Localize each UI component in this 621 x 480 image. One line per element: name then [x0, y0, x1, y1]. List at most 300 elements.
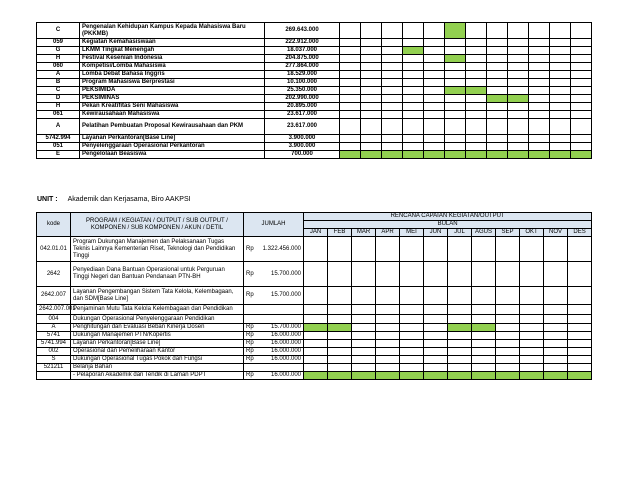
- row-code: C: [37, 87, 80, 95]
- row-code: G: [37, 47, 80, 55]
- month-cell: [328, 287, 352, 305]
- month-cell: [424, 305, 448, 315]
- month-cell: [445, 23, 466, 39]
- month-cell: [508, 79, 529, 87]
- month-cell: [571, 87, 592, 95]
- row-currency: Rp: [244, 287, 258, 305]
- month-cell: [571, 39, 592, 47]
- month-cell: [544, 262, 568, 287]
- month-cell: [571, 103, 592, 111]
- month-cell: [382, 135, 403, 143]
- month-cell: [529, 87, 550, 95]
- month-cell: [352, 305, 376, 315]
- month-cell: [382, 143, 403, 151]
- month-cell: [340, 87, 361, 95]
- month-cell: [376, 372, 400, 380]
- month-cell: [382, 95, 403, 103]
- row-name: Dukungan Operasional Penyelenggaraan Pendidikan: [71, 315, 244, 324]
- month-cell: [529, 55, 550, 63]
- month-cell: [544, 324, 568, 332]
- row-code: 2642: [37, 262, 71, 287]
- month-header: JAN: [304, 229, 328, 237]
- row-code: H: [37, 55, 80, 63]
- month-cell: [568, 324, 592, 332]
- month-cell: [361, 39, 382, 47]
- row-currency: Rp: [244, 332, 258, 340]
- month-header: NOV: [544, 229, 568, 237]
- month-cell: [448, 364, 472, 372]
- month-cell: [448, 324, 472, 332]
- row-name: - Pelaporan Akademik dan Tendik di Laman PDPT: [71, 372, 244, 380]
- month-cell: [508, 119, 529, 135]
- month-cell: [544, 372, 568, 380]
- month-cell: [400, 356, 424, 364]
- row-name: Program Mahasiswa Berprestasi: [80, 79, 265, 87]
- month-cell: [361, 111, 382, 119]
- month-cell: [352, 372, 376, 380]
- month-cell: [529, 151, 550, 159]
- month-cell: [424, 237, 448, 262]
- month-cell: [487, 87, 508, 95]
- row-amount: 202.990.000: [265, 95, 340, 103]
- row-amount: [258, 305, 304, 315]
- header-jumlah: JUMLAH: [244, 213, 304, 237]
- month-cell: [487, 119, 508, 135]
- month-cell: [424, 348, 448, 356]
- row-code: 059: [37, 39, 80, 47]
- month-cell: [568, 237, 592, 262]
- row-amount: 277.864.000: [265, 63, 340, 71]
- table-row: [37, 315, 592, 324]
- month-cell: [424, 23, 445, 39]
- month-header: MEI: [400, 229, 424, 237]
- row-code: 002: [37, 348, 71, 356]
- month-cell: [496, 372, 520, 380]
- month-cell: [424, 151, 445, 159]
- month-cell: [466, 87, 487, 95]
- month-cell: [550, 143, 571, 151]
- month-cell: [544, 332, 568, 340]
- month-cell: [361, 103, 382, 111]
- month-cell: [382, 119, 403, 135]
- month-cell: [496, 262, 520, 287]
- month-cell: [376, 315, 400, 324]
- month-cell: [340, 111, 361, 119]
- month-cell: [529, 71, 550, 79]
- month-cell: [472, 324, 496, 332]
- month-cell: [340, 135, 361, 143]
- month-cell: [352, 287, 376, 305]
- month-cell: [328, 262, 352, 287]
- month-cell: [424, 111, 445, 119]
- month-cell: [466, 79, 487, 87]
- row-name: Dukungan Operasional Tugas Pokok dan Fungsi: [71, 356, 244, 364]
- month-cell: [487, 47, 508, 55]
- row-code: [37, 372, 71, 380]
- table-row: [37, 237, 592, 262]
- month-cell: [496, 324, 520, 332]
- month-cell: [568, 364, 592, 372]
- month-cell: [352, 348, 376, 356]
- month-cell: [400, 315, 424, 324]
- month-cell: [472, 340, 496, 348]
- month-header: APR: [376, 229, 400, 237]
- month-cell: [403, 151, 424, 159]
- row-code: A: [37, 324, 71, 332]
- month-cell: [472, 332, 496, 340]
- row-amount: 3.900.000: [265, 143, 340, 151]
- month-cell: [466, 111, 487, 119]
- header-program: PROGRAM / KEGIATAN / OUTPUT / SUB OUTPUT / KOMPONEN / SUB KOMPONEN / AKUN / DETIL: [71, 213, 244, 237]
- month-cell: [400, 262, 424, 287]
- month-cell: [340, 95, 361, 103]
- month-cell: [529, 47, 550, 55]
- month-cell: [496, 364, 520, 372]
- month-cell: [352, 332, 376, 340]
- table-row: [37, 340, 592, 348]
- month-cell: [550, 103, 571, 111]
- month-cell: [424, 47, 445, 55]
- month-cell: [448, 305, 472, 315]
- row-name: Penghitungan dan Evaluasi Beban Kinerja Dosen: [71, 324, 244, 332]
- month-cell: [466, 103, 487, 111]
- month-cell: [382, 55, 403, 63]
- month-cell: [466, 95, 487, 103]
- month-cell: [445, 63, 466, 71]
- month-cell: [472, 348, 496, 356]
- row-currency: Rp: [244, 262, 258, 287]
- month-cell: [544, 364, 568, 372]
- table-row: [37, 95, 592, 103]
- row-amount: 16.000.000: [258, 356, 304, 364]
- month-cell: [361, 119, 382, 135]
- month-cell: [496, 356, 520, 364]
- table-row: [37, 23, 592, 39]
- month-cell: [400, 372, 424, 380]
- month-cell: [571, 23, 592, 39]
- row-name: Layanan Pengembangan Sistem Tata Kelola, Kelembagaan, dan SDM[Base Line]: [71, 287, 244, 305]
- header-rencana: RENCANA CAPAIAN KEGIATAN/OUTPUT: [304, 213, 592, 221]
- row-amount: [258, 364, 304, 372]
- month-cell: [361, 23, 382, 39]
- month-cell: [424, 39, 445, 47]
- month-cell: [487, 55, 508, 63]
- row-name: PEKSIMIDA: [80, 87, 265, 95]
- month-cell: [340, 39, 361, 47]
- row-currency: Rp: [244, 237, 258, 262]
- row-name: Operasional dan Pemeliharaan Kantor: [71, 348, 244, 356]
- table-row: [37, 348, 592, 356]
- month-cell: [571, 95, 592, 103]
- month-cell: [328, 305, 352, 315]
- month-cell: [472, 305, 496, 315]
- month-cell: [424, 356, 448, 364]
- row-code: 5741.994: [37, 340, 71, 348]
- month-cell: [472, 315, 496, 324]
- month-cell: [496, 237, 520, 262]
- month-cell: [328, 340, 352, 348]
- table-row: [37, 332, 592, 340]
- row-code: 042.01.01: [37, 237, 71, 262]
- month-cell: [445, 79, 466, 87]
- month-cell: [352, 340, 376, 348]
- table-row: [37, 63, 592, 71]
- month-cell: [445, 71, 466, 79]
- month-cell: [568, 356, 592, 364]
- month-cell: [304, 340, 328, 348]
- row-amount: 15.700.000: [258, 262, 304, 287]
- row-code: B: [37, 79, 80, 87]
- month-cell: [466, 143, 487, 151]
- month-cell: [544, 356, 568, 364]
- table-row: [37, 287, 592, 305]
- month-cell: [304, 348, 328, 356]
- row-amount: 15.700.000: [258, 324, 304, 332]
- month-cell: [424, 262, 448, 287]
- row-amount: 269.643.000: [265, 23, 340, 39]
- row-name: Penyediaan Dana Bantuan Operasional untuk Perguruan Tinggi Negeri dan Bantuan Pendanaan PTN-BH: [71, 262, 244, 287]
- month-cell: [403, 71, 424, 79]
- month-cell: [424, 324, 448, 332]
- month-cell: [508, 103, 529, 111]
- month-cell: [376, 237, 400, 262]
- month-cell: [376, 348, 400, 356]
- month-cell: [340, 55, 361, 63]
- month-cell: [403, 143, 424, 151]
- month-cell: [445, 111, 466, 119]
- month-cell: [424, 143, 445, 151]
- month-cell: [448, 262, 472, 287]
- month-cell: [382, 47, 403, 55]
- row-name: Layanan Perkantoran[Base Line]: [71, 340, 244, 348]
- month-cell: [508, 71, 529, 79]
- row-name: Pelatihan Pembuatan Proposal Kewirausahaan dan PKM: [80, 119, 265, 135]
- row-name: Penjaminan Mutu Tata Kelola Kelembagaan dan Pendidikan: [71, 305, 244, 315]
- month-cell: [328, 348, 352, 356]
- row-code: 5742.994: [37, 135, 80, 143]
- table-row: [37, 324, 592, 332]
- month-cell: [466, 151, 487, 159]
- row-amount: [258, 315, 304, 324]
- month-cell: [424, 372, 448, 380]
- month-cell: [487, 143, 508, 151]
- month-cell: [424, 103, 445, 111]
- month-cell: [529, 23, 550, 39]
- row-code: 060: [37, 63, 80, 71]
- budget-table-top: [36, 22, 592, 159]
- month-cell: [571, 143, 592, 151]
- month-cell: [352, 324, 376, 332]
- month-cell: [571, 135, 592, 143]
- month-cell: [400, 348, 424, 356]
- month-cell: [550, 135, 571, 143]
- month-cell: [520, 356, 544, 364]
- month-cell: [340, 103, 361, 111]
- month-cell: [403, 79, 424, 87]
- row-name: Pekan Kreatifitas Seni Mahasiswa: [80, 103, 265, 111]
- month-cell: [496, 287, 520, 305]
- table-row: [37, 87, 592, 95]
- row-name: Festival Kesenian Indonesia: [80, 55, 265, 63]
- month-cell: [361, 79, 382, 87]
- table-row: [37, 39, 592, 47]
- row-amount: 222.912.000: [265, 39, 340, 47]
- month-cell: [487, 71, 508, 79]
- month-cell: [424, 119, 445, 135]
- month-cell: [508, 23, 529, 39]
- month-cell: [529, 111, 550, 119]
- month-cell: [424, 364, 448, 372]
- month-cell: [496, 315, 520, 324]
- month-cell: [496, 305, 520, 315]
- month-cell: [376, 332, 400, 340]
- row-name: Pengenalan Kehidupan Kampus Kepada Mahasiswa Baru (PKKMB): [80, 23, 265, 39]
- table-row: [37, 305, 592, 315]
- row-code: 521211: [37, 364, 71, 372]
- row-amount: 204.875.000: [265, 55, 340, 63]
- month-cell: [529, 143, 550, 151]
- month-header: JUL: [448, 229, 472, 237]
- month-cell: [508, 87, 529, 95]
- month-cell: [328, 315, 352, 324]
- month-cell: [466, 63, 487, 71]
- month-cell: [487, 23, 508, 39]
- month-cell: [472, 262, 496, 287]
- row-amount: 16.000.000: [258, 348, 304, 356]
- row-amount: 16.000.000: [258, 332, 304, 340]
- month-cell: [508, 135, 529, 143]
- table-row: [37, 151, 592, 159]
- month-cell: [487, 95, 508, 103]
- row-amount: 15.700.000: [258, 287, 304, 305]
- month-cell: [340, 63, 361, 71]
- month-cell: [496, 340, 520, 348]
- month-cell: [472, 287, 496, 305]
- month-cell: [571, 79, 592, 87]
- table-row: [37, 111, 592, 119]
- month-cell: [472, 364, 496, 372]
- month-cell: [361, 135, 382, 143]
- month-cell: [496, 332, 520, 340]
- table-row: [37, 262, 592, 287]
- month-cell: [445, 55, 466, 63]
- table-row: [37, 356, 592, 364]
- month-cell: [304, 332, 328, 340]
- row-code: A: [37, 71, 80, 79]
- month-cell: [487, 135, 508, 143]
- month-cell: [382, 63, 403, 71]
- month-cell: [550, 55, 571, 63]
- month-cell: [520, 287, 544, 305]
- month-cell: [571, 63, 592, 71]
- month-cell: [472, 356, 496, 364]
- table-row: [37, 372, 592, 380]
- row-amount: 16.000.000: [258, 372, 304, 380]
- month-cell: [529, 79, 550, 87]
- month-cell: [508, 39, 529, 47]
- month-cell: [520, 315, 544, 324]
- month-cell: [550, 47, 571, 55]
- month-cell: [445, 39, 466, 47]
- month-cell: [568, 332, 592, 340]
- month-cell: [400, 324, 424, 332]
- month-cell: [382, 23, 403, 39]
- month-cell: [361, 63, 382, 71]
- month-header: AGUS: [472, 229, 496, 237]
- month-cell: [340, 23, 361, 39]
- month-cell: [400, 364, 424, 372]
- month-cell: [508, 47, 529, 55]
- month-cell: [568, 315, 592, 324]
- month-cell: [361, 143, 382, 151]
- month-cell: [448, 237, 472, 262]
- unit-line: [37, 196, 191, 203]
- month-cell: [328, 332, 352, 340]
- month-cell: [520, 324, 544, 332]
- month-cell: [529, 63, 550, 71]
- month-cell: [328, 356, 352, 364]
- month-cell: [304, 287, 328, 305]
- month-cell: [466, 39, 487, 47]
- row-amount: 18.529.000: [265, 71, 340, 79]
- month-cell: [520, 305, 544, 315]
- table-row: [37, 55, 592, 63]
- month-cell: [403, 119, 424, 135]
- month-cell: [445, 119, 466, 135]
- month-header: JUN: [424, 229, 448, 237]
- month-cell: [304, 372, 328, 380]
- month-cell: [487, 103, 508, 111]
- month-cell: [571, 47, 592, 55]
- month-cell: [550, 79, 571, 87]
- month-cell: [466, 71, 487, 79]
- month-cell: [448, 340, 472, 348]
- month-cell: [445, 151, 466, 159]
- row-amount: 25.350.000: [265, 87, 340, 95]
- month-cell: [424, 95, 445, 103]
- month-cell: [466, 55, 487, 63]
- row-code: 5741: [37, 332, 71, 340]
- month-cell: [550, 111, 571, 119]
- month-cell: [571, 55, 592, 63]
- month-cell: [487, 151, 508, 159]
- month-cell: [304, 315, 328, 324]
- month-cell: [352, 315, 376, 324]
- month-cell: [487, 111, 508, 119]
- row-name: Layanan Perkantoran[Base Line]: [80, 135, 265, 143]
- month-cell: [529, 119, 550, 135]
- month-cell: [382, 79, 403, 87]
- row-name: Belanja Bahan: [71, 364, 244, 372]
- month-cell: [304, 237, 328, 262]
- month-cell: [544, 315, 568, 324]
- month-cell: [403, 63, 424, 71]
- month-cell: [550, 63, 571, 71]
- month-header: MAR: [352, 229, 376, 237]
- month-cell: [520, 262, 544, 287]
- row-currency: Rp: [244, 340, 258, 348]
- month-cell: [352, 262, 376, 287]
- table-row: [37, 364, 592, 372]
- month-cell: [304, 305, 328, 315]
- month-cell: [550, 23, 571, 39]
- month-cell: [544, 305, 568, 315]
- month-cell: [487, 39, 508, 47]
- row-code: C: [37, 23, 80, 39]
- month-cell: [376, 356, 400, 364]
- month-cell: [424, 71, 445, 79]
- month-cell: [424, 55, 445, 63]
